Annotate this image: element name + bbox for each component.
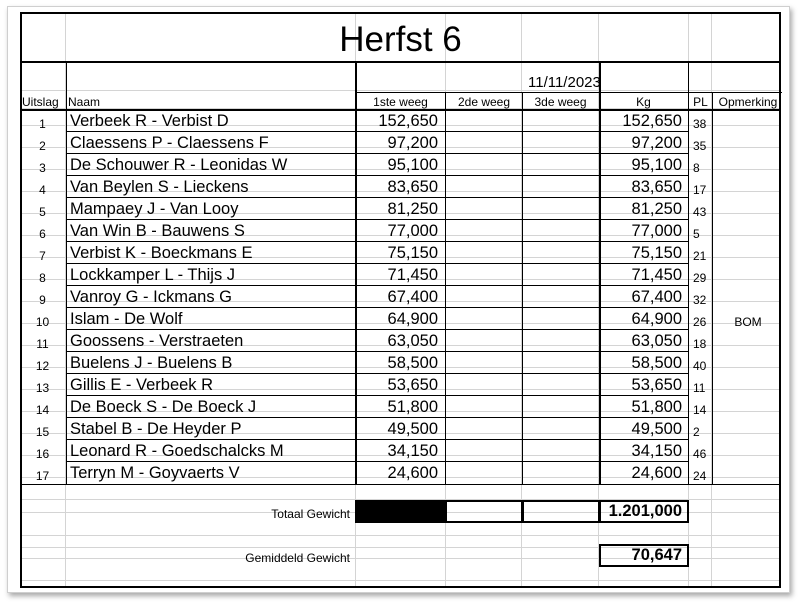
row-kg: 81,250 xyxy=(631,200,682,218)
row-kg: 34,150 xyxy=(631,442,682,460)
row-rank: 12 xyxy=(35,359,50,373)
row-1ste-weeg: 81,250 xyxy=(387,200,438,218)
row-opmerking: BOM xyxy=(734,315,762,329)
row-kg: 71,450 xyxy=(631,266,682,284)
header-uitslag: Uitslag xyxy=(22,95,59,109)
row-kg: 64,900 xyxy=(631,310,682,328)
row-pl: 2 xyxy=(693,425,700,439)
row-pl: 21 xyxy=(693,249,707,263)
row-name: Verbeek R - Verbist D xyxy=(70,112,229,130)
row-kg: 83,650 xyxy=(631,178,682,196)
row-kg: 152,650 xyxy=(622,112,682,130)
row-rank: 3 xyxy=(39,161,46,175)
row-pl: 14 xyxy=(693,403,707,417)
row-kg: 67,400 xyxy=(631,288,682,306)
row-rank: 17 xyxy=(35,469,50,483)
row-1ste-weeg: 83,650 xyxy=(387,178,438,196)
row-kg: 53,650 xyxy=(631,376,682,394)
gemiddeld-gewicht-value: 70,647 xyxy=(631,546,682,564)
row-1ste-weeg: 67,400 xyxy=(387,288,438,306)
row-pl: 46 xyxy=(693,447,707,461)
row-name: Stabel B - De Heyder P xyxy=(70,420,242,438)
header-naam: Naam xyxy=(68,95,101,109)
row-kg: 58,500 xyxy=(631,354,682,372)
row-rank: 14 xyxy=(35,403,50,417)
row-rank: 11 xyxy=(36,337,49,351)
row-1ste-weeg: 152,650 xyxy=(378,112,438,130)
row-1ste-weeg: 97,200 xyxy=(387,134,438,152)
row-name: De Schouwer R - Leonidas W xyxy=(70,156,288,174)
row-pl: 11 xyxy=(693,381,706,395)
header-1ste-weeg: 1ste weeg xyxy=(373,95,428,109)
row-pl: 43 xyxy=(693,205,707,219)
row-pl: 40 xyxy=(693,359,707,373)
row-kg: 24,600 xyxy=(631,464,682,482)
row-pl: 38 xyxy=(693,117,707,131)
row-rank: 8 xyxy=(39,271,46,285)
row-rank: 1 xyxy=(39,117,46,131)
row-1ste-weeg: 71,450 xyxy=(387,266,438,284)
row-1ste-weeg: 49,500 xyxy=(387,420,438,438)
row-pl: 35 xyxy=(693,139,707,153)
row-rank: 13 xyxy=(35,381,50,395)
row-kg: 97,200 xyxy=(631,134,682,152)
row-pl: 29 xyxy=(693,271,707,285)
row-pl: 18 xyxy=(693,337,707,351)
row-1ste-weeg: 58,500 xyxy=(387,354,438,372)
row-kg: 51,800 xyxy=(631,398,682,416)
row-kg: 49,500 xyxy=(631,420,682,438)
row-kg: 95,100 xyxy=(631,156,682,174)
row-name: De Boeck S - De Boeck J xyxy=(70,398,257,416)
header-pl: PL xyxy=(693,95,708,109)
sheet-title: Herfst 6 xyxy=(339,20,462,59)
row-1ste-weeg: 64,900 xyxy=(387,310,438,328)
row-rank: 9 xyxy=(39,293,46,307)
date-label: 11/11/2023 xyxy=(528,74,601,91)
row-1ste-weeg: 51,800 xyxy=(387,398,438,416)
row-name: Van Win B - Bauwens S xyxy=(70,222,245,240)
row-rank: 10 xyxy=(35,315,50,329)
row-1ste-weeg: 95,100 xyxy=(387,156,438,174)
row-name: Claessens P - Claessens F xyxy=(70,134,269,152)
row-rank: 7 xyxy=(39,249,46,263)
row-1ste-weeg: 53,650 xyxy=(387,376,438,394)
row-1ste-weeg: 75,150 xyxy=(387,244,438,262)
row-rank: 2 xyxy=(39,139,46,153)
row-name: Leonard R - Goedschalcks M xyxy=(70,442,284,460)
row-rank: 15 xyxy=(35,425,50,439)
row-rank: 6 xyxy=(39,227,46,241)
header-2de-weeg: 2de weeg xyxy=(457,95,511,109)
row-name: Van Beylen S - Lieckens xyxy=(70,178,249,196)
row-name: Islam - De Wolf xyxy=(70,310,183,328)
row-pl: 8 xyxy=(693,161,700,175)
row-name: Gillis E - Verbeek R xyxy=(70,376,214,394)
row-name: Terryn M - Goyvaerts V xyxy=(70,464,240,482)
row-name: Vanroy G - Ickmans G xyxy=(70,288,232,306)
totaal-1ste-weeg: 1.201,000 xyxy=(364,502,438,520)
header-opmerking: Opmerking xyxy=(718,95,778,109)
row-rank: 5 xyxy=(39,205,46,219)
header-3de-weeg: 3de weeg xyxy=(534,95,587,109)
row-1ste-weeg: 24,600 xyxy=(387,464,438,482)
totaal-gewicht-label: Totaal Gewicht xyxy=(271,507,350,521)
row-kg: 77,000 xyxy=(631,222,682,240)
row-pl: 17 xyxy=(693,183,707,197)
row-name: Buelens J - Buelens B xyxy=(70,354,233,372)
gemiddeld-gewicht-label: Gemiddeld Gewicht xyxy=(245,551,350,565)
header-kg: Kg xyxy=(636,95,651,109)
row-name: Lockkamper L - Thijs J xyxy=(70,266,236,284)
row-1ste-weeg: 34,150 xyxy=(387,442,438,460)
row-name: Mampaey J - Van Looy xyxy=(70,200,239,218)
row-pl: 26 xyxy=(693,315,707,329)
row-name: Goossens - Verstraeten xyxy=(70,332,244,350)
row-rank: 4 xyxy=(39,183,46,197)
row-pl: 24 xyxy=(693,469,707,483)
totaal-kg: 1.201,000 xyxy=(608,502,682,520)
row-1ste-weeg: 77,000 xyxy=(387,222,438,240)
row-pl: 5 xyxy=(693,227,700,241)
row-name: Verbist K - Boeckmans E xyxy=(70,244,253,262)
row-kg: 75,150 xyxy=(631,244,682,262)
row-rank: 16 xyxy=(35,447,50,461)
row-1ste-weeg: 63,050 xyxy=(387,332,438,350)
row-kg: 63,050 xyxy=(631,332,682,350)
row-pl: 32 xyxy=(693,293,707,307)
